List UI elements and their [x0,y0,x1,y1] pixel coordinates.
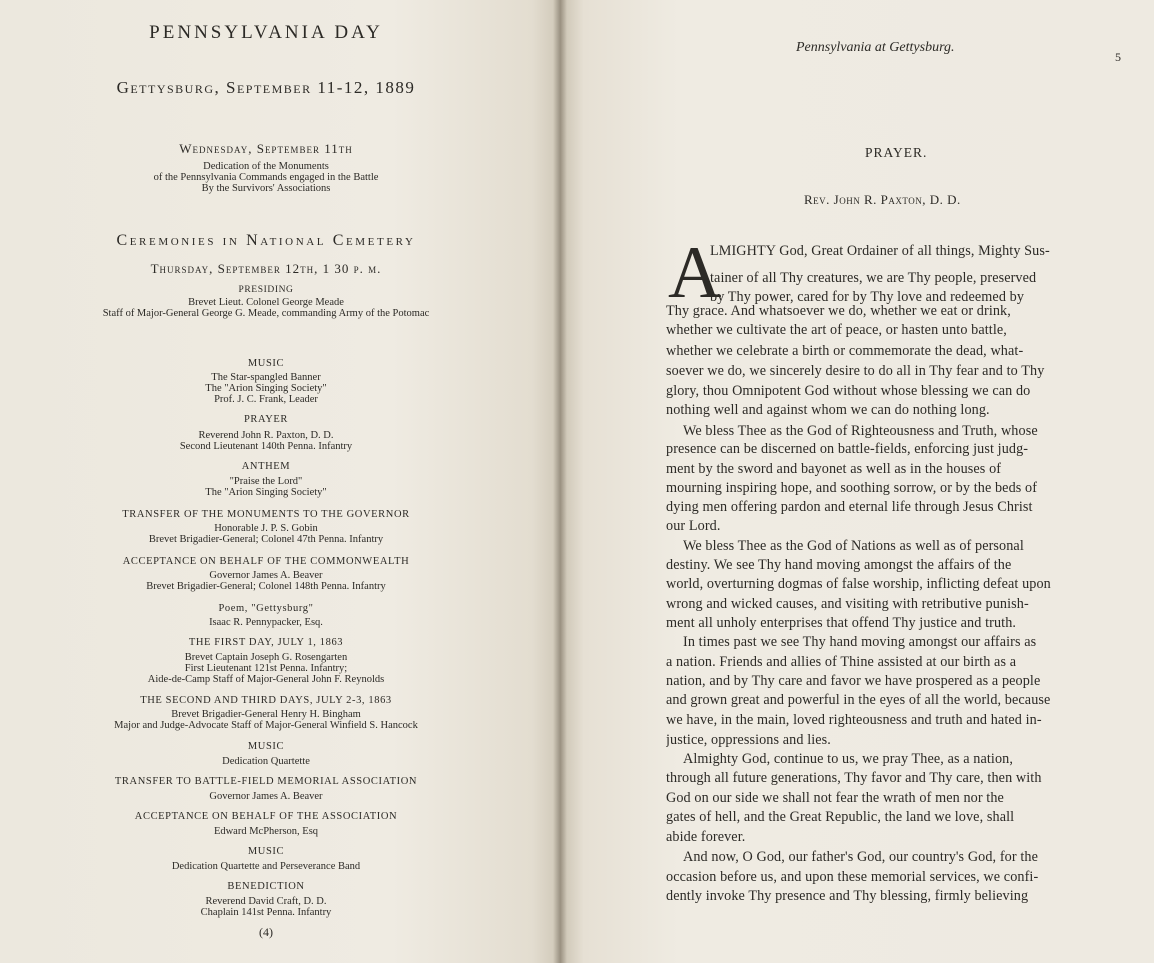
program-heading: MUSIC [247,741,285,752]
right-page [560,0,1154,963]
left-page [0,0,560,963]
prayer-line: world, overturning dogmas of false worship, inflicting defeat upon [666,576,1051,592]
prayer-line: whether we cultivate the art of peace, or hasten unto battle, [666,322,1007,338]
prayer-line: abide forever. [666,829,746,845]
program-heading: ACCEPTANCE ON BEHALF OF THE COMMONWEALTH [122,556,410,567]
prayer-title: PRAYER. [865,145,928,160]
prayer-line: We bless Thee as the God of Nations as well as of personal [683,538,1024,554]
prayer-line: ment all unholy enterprises that offend Thy justice and truth. [666,615,1017,631]
program-line: First Lieutenant 121st Penna. Infantry; [184,663,348,674]
program-line: Aide-de-Camp Staff of Major-General John F. Reynolds [147,674,385,685]
prayer-line: mourning inspiring hope, and soothing sorrow, or by the beds of [666,480,1038,496]
program-line: The "Arion Singing Society" [205,487,327,498]
prayer-line: God on our side we shall not fear the wrath of men nor the [666,790,1004,806]
book-gutter [553,0,567,963]
program-heading: ACCEPTANCE ON BEHALF OF THE ASSOCIATION [134,811,398,822]
wednesday-line: By the Survivors' Associations [201,183,331,194]
prayer-line: and grown great and powerful in the eyes of all the world, because [666,692,1051,708]
wednesday-heading: Wednesday, September 11th [179,141,353,156]
wednesday-line: Dedication of the Monuments [203,161,329,172]
right-page-number: 5 [1115,50,1121,64]
prayer-line: justice, oppressions and lies. [666,732,831,748]
program-heading: TRANSFER OF THE MONUMENTS TO THE GOVERNOR [122,509,410,520]
program-line: Brevet Captain Joseph G. Rosengarten [184,652,348,663]
prayer-line: a nation. Friends and allies of Thine assisted at our birth as a [666,654,1017,670]
prayer-line: occasion before us, and upon these memorial services, we confi- [666,869,1039,885]
program-heading: PRAYER [243,414,289,425]
program-line: Major and Judge-Advocate Staff of Major-General Winfield S. Hancock [114,720,418,731]
program-line: Honorable J. P. S. Gobin [214,523,318,534]
left-page-number: (4) [259,925,273,939]
presiding-line: Brevet Lieut. Colonel George Meade [188,297,344,308]
program-line: Governor James A. Beaver [209,570,323,581]
program-heading: THE SECOND AND THIRD DAYS, JULY 2-3, 1863 [140,695,392,706]
prayer-line: whether we celebrate a birth or commemorate the dead, what- [666,343,1024,359]
program-line: Prof. J. C. Frank, Leader [214,394,318,405]
prayer-line: LMIGHTY God, Great Ordainer of all things, Mighty Sus- [710,243,1050,259]
program-heading: MUSIC [247,846,285,857]
event-subtitle: Gettysburg, September 11-12, 1889 [116,78,416,97]
prayer-line: nation, and by Thy care and favor we have prospered as a people [666,673,1041,689]
program-line: Reverend John R. Paxton, D. D. [198,430,334,441]
program-line: "Praise the Lord" [229,476,303,487]
program-line: Dedication Quartette and Perseverance Band [171,861,361,872]
presiding-label: PRESIDING [238,285,294,295]
program-line: Isaac R. Pennypacker, Esq. [209,617,323,628]
ceremonies-date: Thursday, September 12th, 1 30 p. m. [150,261,382,276]
prayer-line: gates of hell, and the Great Republic, the land we love, shall [666,809,1015,825]
page-title: PENNSYLVANIA DAY [149,22,383,43]
prayer-line: nothing well and against whom we can do nothing long. [666,402,990,418]
prayer-line: glory, thou Omnipotent God without whose blessing we can do [666,383,1031,399]
prayer-line: And now, O God, our father's God, our country's God, for the [683,849,1038,865]
prayer-line: In times past we see Thy hand moving amongst our affairs as [683,634,1037,650]
program-heading: MUSIC [247,358,285,369]
program-column [20,0,512,963]
prayer-line: tainer of all Thy creatures, we are Thy people, preserved [710,270,1037,286]
program-line: Dedication Quartette [222,756,310,767]
prayer-line: through all future generations, Thy favor and Thy care, then with [666,770,1042,786]
program-heading: ANTHEM [241,461,291,472]
prayer-line: soever we do, we sincerely desire to do all in Thy fear and to Thy [666,363,1045,379]
program-line: Chaplain 141st Penna. Infantry [200,907,332,918]
running-head: Pennsylvania at Gettysburg. [796,40,955,55]
prayer-line: ment by the sword and bayonet as well as in the houses of [666,461,1002,477]
program-heading: TRANSFER TO BATTLE-FIELD MEMORIAL ASSOCIATION [114,776,418,787]
program-heading: Poem, "Gettysburg" [218,603,314,614]
program-line: Reverend David Craft, D. D. [205,896,327,907]
prayer-line: destiny. We see Thy hand moving amongst the affairs of the [666,557,1012,573]
ceremonies-heading: Ceremonies in National Cemetery [116,232,416,249]
program-heading: BENEDICTION [227,881,305,892]
program-line: The Star-spangled Banner [211,372,321,383]
program-line: Brevet Brigadier-General; Colonel 148th Penna. Infantry [146,581,386,592]
prayer-line: our Lord. [666,518,721,534]
drop-cap: A [668,232,722,314]
prayer-line: by Thy power, cared for by Thy love and redeemed by [710,289,1025,305]
prayer-line: presence can be discerned on battle-fields, enforcing just judg- [666,441,1029,457]
prayer-line: we have, in the main, loved righteousness and truth and hated in- [666,712,1042,728]
program-line: Second Lieutenant 140th Penna. Infantry [179,441,353,452]
program-line: Edward McPherson, Esq [213,826,319,837]
program-line: Brevet Brigadier-General; Colonel 47th Penna. Infantry [148,534,384,545]
prayer-line: We bless Thee as the God of Righteousness and Truth, whose [683,423,1038,439]
prayer-line: wrong and wicked causes, and visiting with retributive punish- [666,596,1029,612]
prayer-author: Rev. John R. Paxton, D. D. [804,192,961,207]
prayer-line: Thy grace. And whatsoever we do, whether we eat or drink, [666,303,1011,319]
prayer-line: dently invoke Thy presence and Thy blessing, firmly believing [666,888,1029,904]
presiding-line: Staff of Major-General George G. Meade, commanding Army of the Potomac [102,308,430,319]
program-heading: THE FIRST DAY, JULY 1, 1863 [188,637,344,648]
program-line: The "Arion Singing Society" [205,383,327,394]
program-line: Brevet Brigadier-General Henry H. Bingham [171,709,361,720]
prayer-line: dying men offering pardon and eternal life through Jesus Christ [666,499,1033,515]
program-line: Governor James A. Beaver [209,791,323,802]
prayer-line: Almighty God, continue to us, we pray Thee, as a nation, [683,751,1014,767]
wednesday-line: of the Pennsylvania Commands engaged in the Battle [153,172,379,183]
